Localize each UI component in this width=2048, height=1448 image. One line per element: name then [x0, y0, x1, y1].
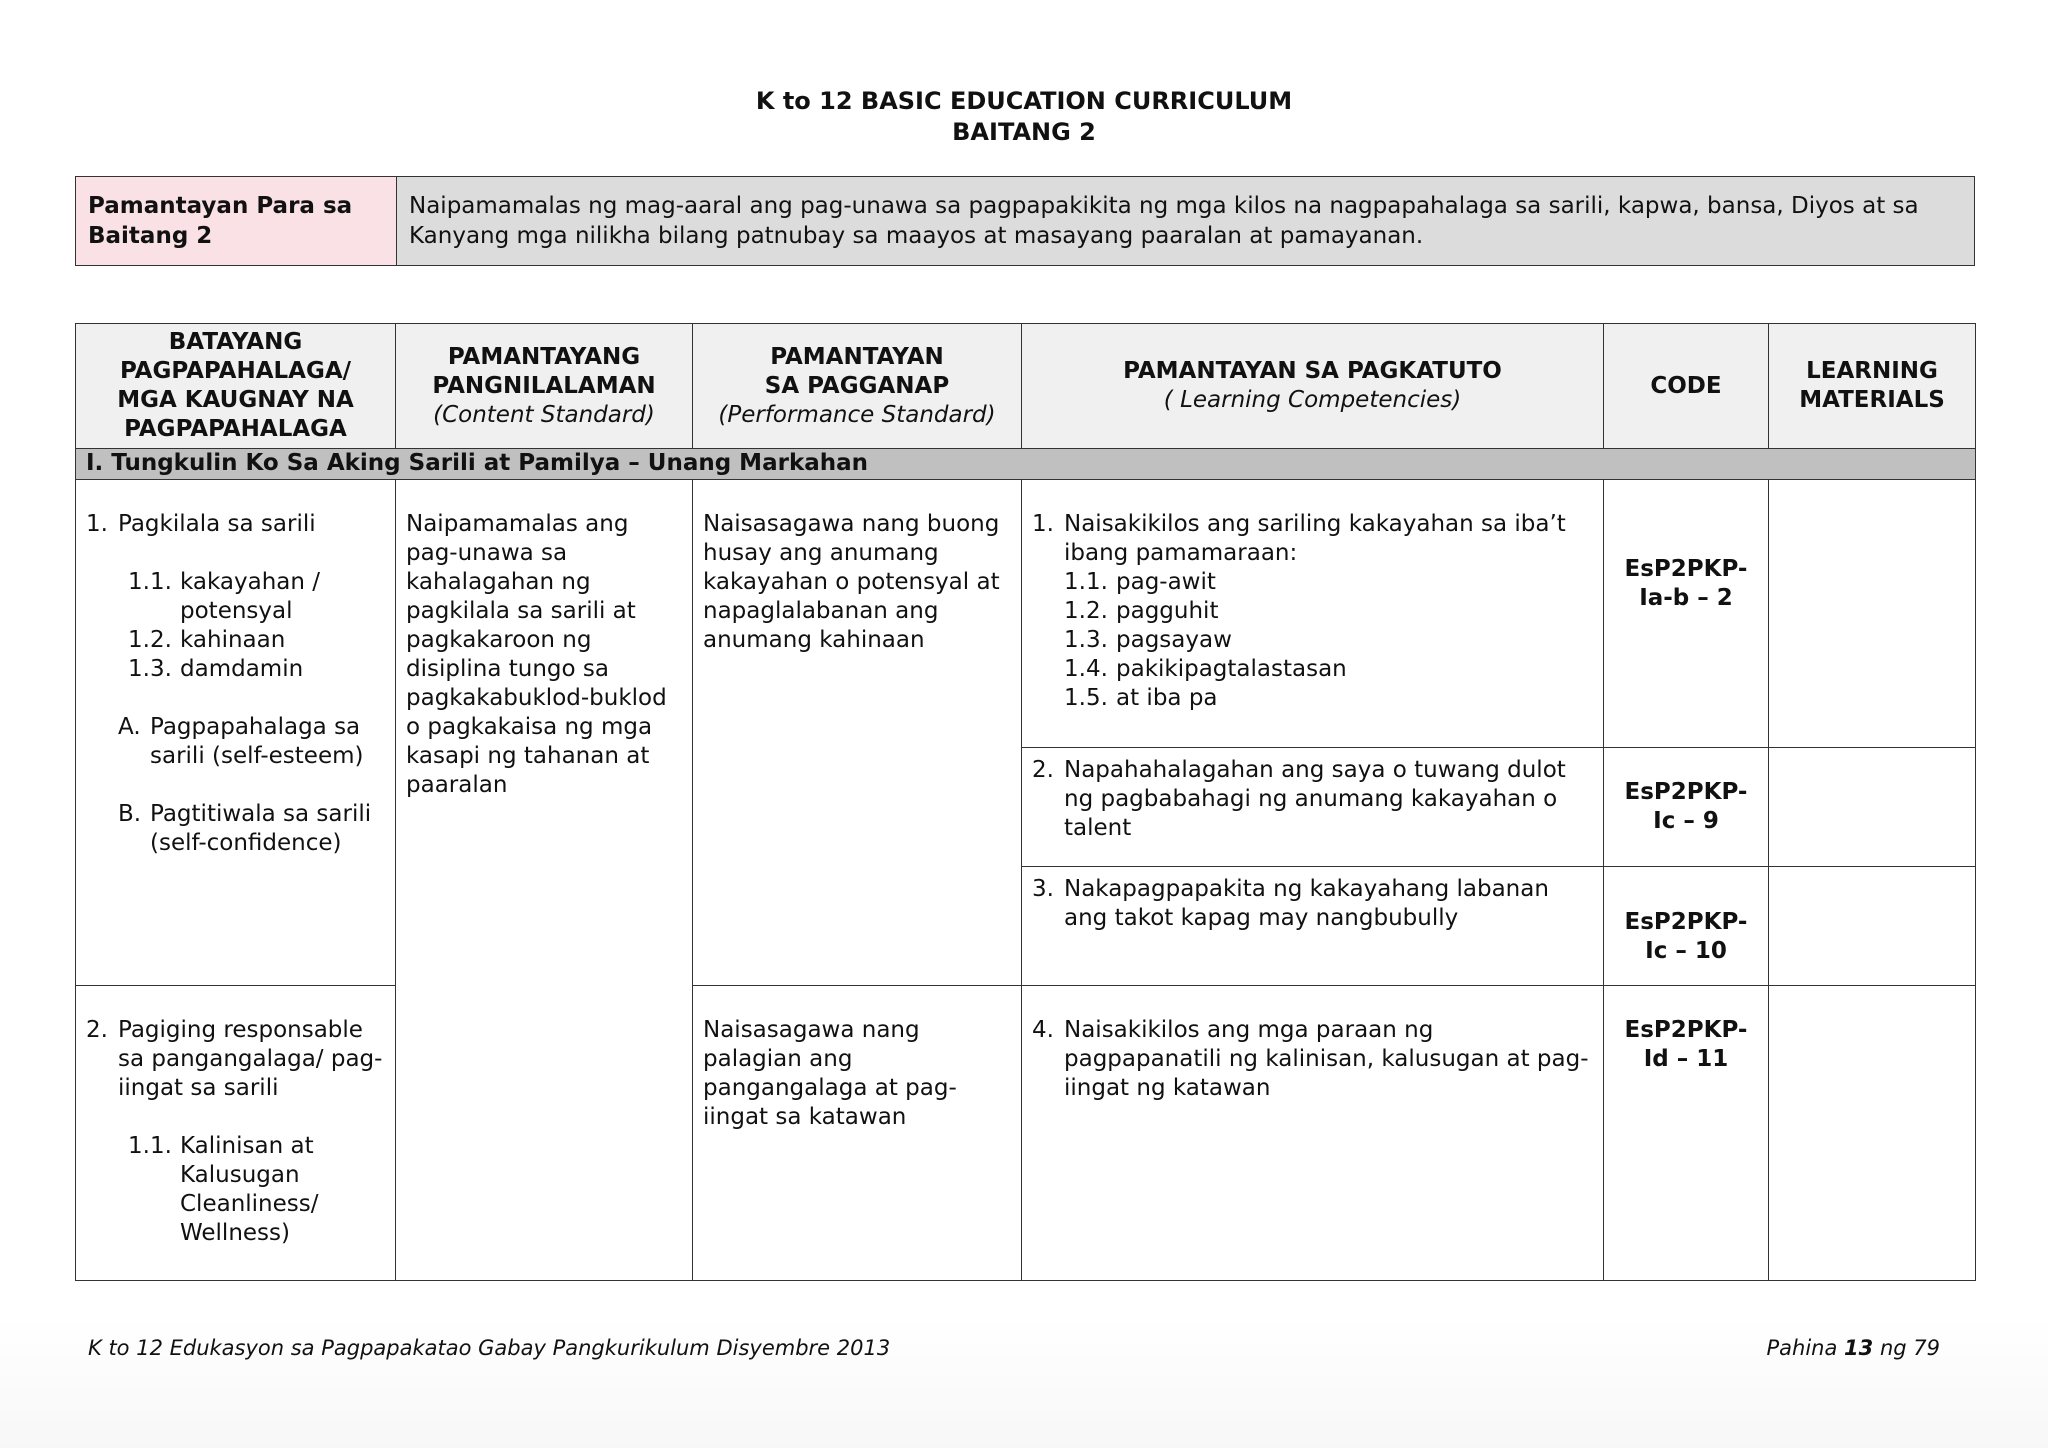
- list-item: [1064, 684, 1593, 713]
- column-header-performance-standard: [693, 324, 1022, 449]
- item-number: 1.2.: [1064, 598, 1108, 624]
- item-number: 2.: [1032, 757, 1054, 783]
- values-cell: [76, 480, 396, 986]
- document-header: [0, 86, 2048, 148]
- list-item: [128, 568, 385, 626]
- column-header-line: PAMANTAYAN: [770, 343, 944, 370]
- table-row: [76, 986, 1976, 1281]
- list-item: [128, 655, 385, 684]
- item-text: [1064, 510, 1593, 713]
- item-number: 2.: [86, 1017, 108, 1043]
- code-line: EsP2PKP-: [1624, 909, 1748, 935]
- item-number: 1.: [86, 511, 108, 537]
- column-header-line: PAMANTAYANG: [447, 343, 641, 370]
- item-number: A.: [118, 714, 141, 740]
- list-item: [1064, 626, 1593, 655]
- item-number: 3.: [1032, 876, 1054, 902]
- competency-cell: [1022, 867, 1604, 986]
- column-header-subtitle: (Performance Standard): [718, 401, 996, 428]
- competency-cell: [1022, 986, 1604, 1281]
- item-number: 1.3.: [128, 656, 172, 682]
- performance-standard-cell: Naisasagawa nang palagian ang pangangalaga at pag-iingat sa katawan: [693, 986, 1022, 1281]
- item-text: pagsayaw: [1116, 627, 1232, 653]
- competency-cell: [1022, 748, 1604, 867]
- list-item: [86, 1016, 385, 1103]
- learning-materials-cell: [1769, 480, 1976, 748]
- table-row: [76, 480, 1976, 748]
- document-title: K to 12 BASIC EDUCATION CURRICULUM: [755, 87, 1293, 115]
- document-subtitle: BAITANG 2: [952, 118, 1096, 146]
- column-header-line: BATAYANG: [168, 329, 303, 355]
- list-item: [128, 1132, 385, 1248]
- column-header-code: [1604, 324, 1769, 449]
- competency-title: Naisakikilos ang sariling kakayahan sa iba’t ibang pamamaraan:: [1064, 511, 1566, 566]
- page-total: ng 79: [1879, 1336, 1940, 1360]
- performance-standard-cell: Naisasagawa nang buong husay ang anumang kakayahan o potensyal at napaglalabanan ang anumang kahinaan: [693, 480, 1022, 986]
- grade-standard-text: Naipamamalas ng mag-aaral ang pag-unawa sa pagpapakikita ng mga kilos na nagpapahalaga sa sarili, kapwa, bansa, Diyos at sa Kanyang mga nilikha bilang patnubay sa maayos at masayang paaralan at pamayanan.: [397, 177, 1975, 266]
- code-line: Ic – 10: [1645, 938, 1727, 964]
- learning-materials-cell: [1769, 986, 1976, 1281]
- item-number: 1.4.: [1064, 656, 1108, 682]
- table-header-row: [76, 324, 1976, 449]
- item-text: kahinaan: [180, 627, 286, 653]
- item-number: 1.1.: [1064, 569, 1108, 595]
- list-item: [1032, 756, 1593, 843]
- column-header-values: [76, 324, 396, 449]
- list-item: [1032, 1016, 1593, 1103]
- item-text: damdamin: [180, 656, 304, 682]
- code-cell: [1604, 867, 1769, 986]
- section-row: [76, 449, 1976, 480]
- item-text: Pagtitiwala sa sarili (self-confidence): [150, 801, 372, 856]
- column-header-line: PAGPAPAHALAGA: [124, 416, 347, 442]
- item-text: Pagkilala sa sarili: [118, 511, 316, 537]
- curriculum-table: [75, 323, 1976, 1281]
- footer-page-number: [1730, 1334, 1940, 1362]
- item-number: 1.: [1032, 511, 1054, 537]
- item-text: Napahahalagahan ang saya o tuwang dulot ng pagbabahagi ng anumang kakayahan o talent: [1064, 757, 1566, 841]
- item-text: Pagiging responsable sa pangangalaga/ pag-iingat sa sarili: [118, 1017, 383, 1101]
- list-item: [1064, 597, 1593, 626]
- column-header-line: PANGNILALAMAN: [432, 372, 656, 399]
- content-standard-cell: Naipamamalas ang pag-unawa sa kahalagahan ng pagkilala sa sarili at pagkakaroon ng disiplina tungo sa pagkakabuklod-buklod o pagkakaisa ng mga kasapi ng tahanan at paaralan: [396, 480, 693, 1281]
- footer-document-title: K to 12 Edukasyon sa Pagpapakatao Gabay Pangkurikulum Disyembre 2013: [88, 1336, 891, 1360]
- column-header-subtitle: (Content Standard): [433, 401, 655, 428]
- column-header-line: SA PAGGANAP: [764, 372, 950, 399]
- column-header-line: PAGPAPAHALAGA/: [119, 358, 352, 384]
- column-header-subtitle: ( Learning Competencies): [1163, 387, 1462, 413]
- grade-standard-box: [75, 176, 1975, 266]
- code-cell: [1604, 986, 1769, 1281]
- code-line: Ic – 9: [1653, 808, 1719, 834]
- item-number: 4.: [1032, 1017, 1054, 1043]
- list-item: [86, 510, 385, 539]
- column-header-learning-materials: [1769, 324, 1976, 449]
- item-text: Naisakikilos ang mga paraan ng pagpapanatili ng kalinisan, kalusugan at pag-iingat ng katawan: [1064, 1017, 1589, 1101]
- list-item: [118, 800, 385, 858]
- item-text: pagguhit: [1116, 598, 1219, 624]
- list-item: [1032, 875, 1593, 933]
- item-number: 1.1.: [128, 1133, 172, 1159]
- column-header-line: MGA KAUGNAY NA: [117, 387, 354, 413]
- list-item: [1064, 655, 1593, 684]
- list-item: [1032, 510, 1593, 713]
- item-number: B.: [118, 801, 142, 827]
- column-header-line: MATERIALS: [1799, 387, 1945, 413]
- code-line: Ia-b – 2: [1639, 585, 1733, 611]
- values-cell: [76, 986, 396, 1281]
- list-item: [1064, 568, 1593, 597]
- item-number: 1.5.: [1064, 685, 1108, 711]
- code-line: Id – 11: [1643, 1046, 1729, 1072]
- item-text: pag-awit: [1116, 569, 1216, 595]
- code-cell: [1604, 480, 1769, 748]
- list-item: [118, 713, 385, 771]
- section-title: I. Tungkulin Ko Sa Aking Sarili at Pamilya – Unang Markahan: [76, 449, 1976, 480]
- column-header-line: PAMANTAYAN SA PAGKATUTO: [1123, 358, 1502, 384]
- list-item: [128, 626, 385, 655]
- page-label: Pahina: [1766, 1336, 1838, 1360]
- column-header-line: LEARNING: [1806, 358, 1938, 384]
- column-header-learning-competencies: [1022, 324, 1604, 449]
- item-number: 1.1.: [128, 569, 172, 595]
- item-text: Pagpapahalaga sa sarili (self-esteem): [150, 714, 364, 769]
- code-line: EsP2PKP-: [1624, 779, 1748, 805]
- item-text: pakikipagtalastasan: [1116, 656, 1347, 682]
- competency-cell: [1022, 480, 1604, 748]
- column-header-line: CODE: [1650, 372, 1722, 399]
- item-text: Nakapagpapakita ng kakayahang labanan ang takot kapag may nangbubully: [1064, 876, 1549, 931]
- item-text: Kalinisan at Kalusugan Cleanliness/ Wellness): [180, 1133, 319, 1246]
- grade-standard-label: Pamantayan Para sa Baitang 2: [76, 177, 397, 266]
- code-line: EsP2PKP-: [1624, 556, 1748, 582]
- item-text: at iba pa: [1116, 685, 1218, 711]
- column-header-content-standard: [396, 324, 693, 449]
- learning-materials-cell: [1769, 748, 1976, 867]
- page-number: 13: [1844, 1336, 1874, 1360]
- code-cell: [1604, 748, 1769, 867]
- item-text: kakayahan / potensyal: [180, 569, 321, 624]
- learning-materials-cell: [1769, 867, 1976, 986]
- code-line: EsP2PKP-: [1624, 1017, 1748, 1043]
- item-number: 1.3.: [1064, 627, 1108, 653]
- item-number: 1.2.: [128, 627, 172, 653]
